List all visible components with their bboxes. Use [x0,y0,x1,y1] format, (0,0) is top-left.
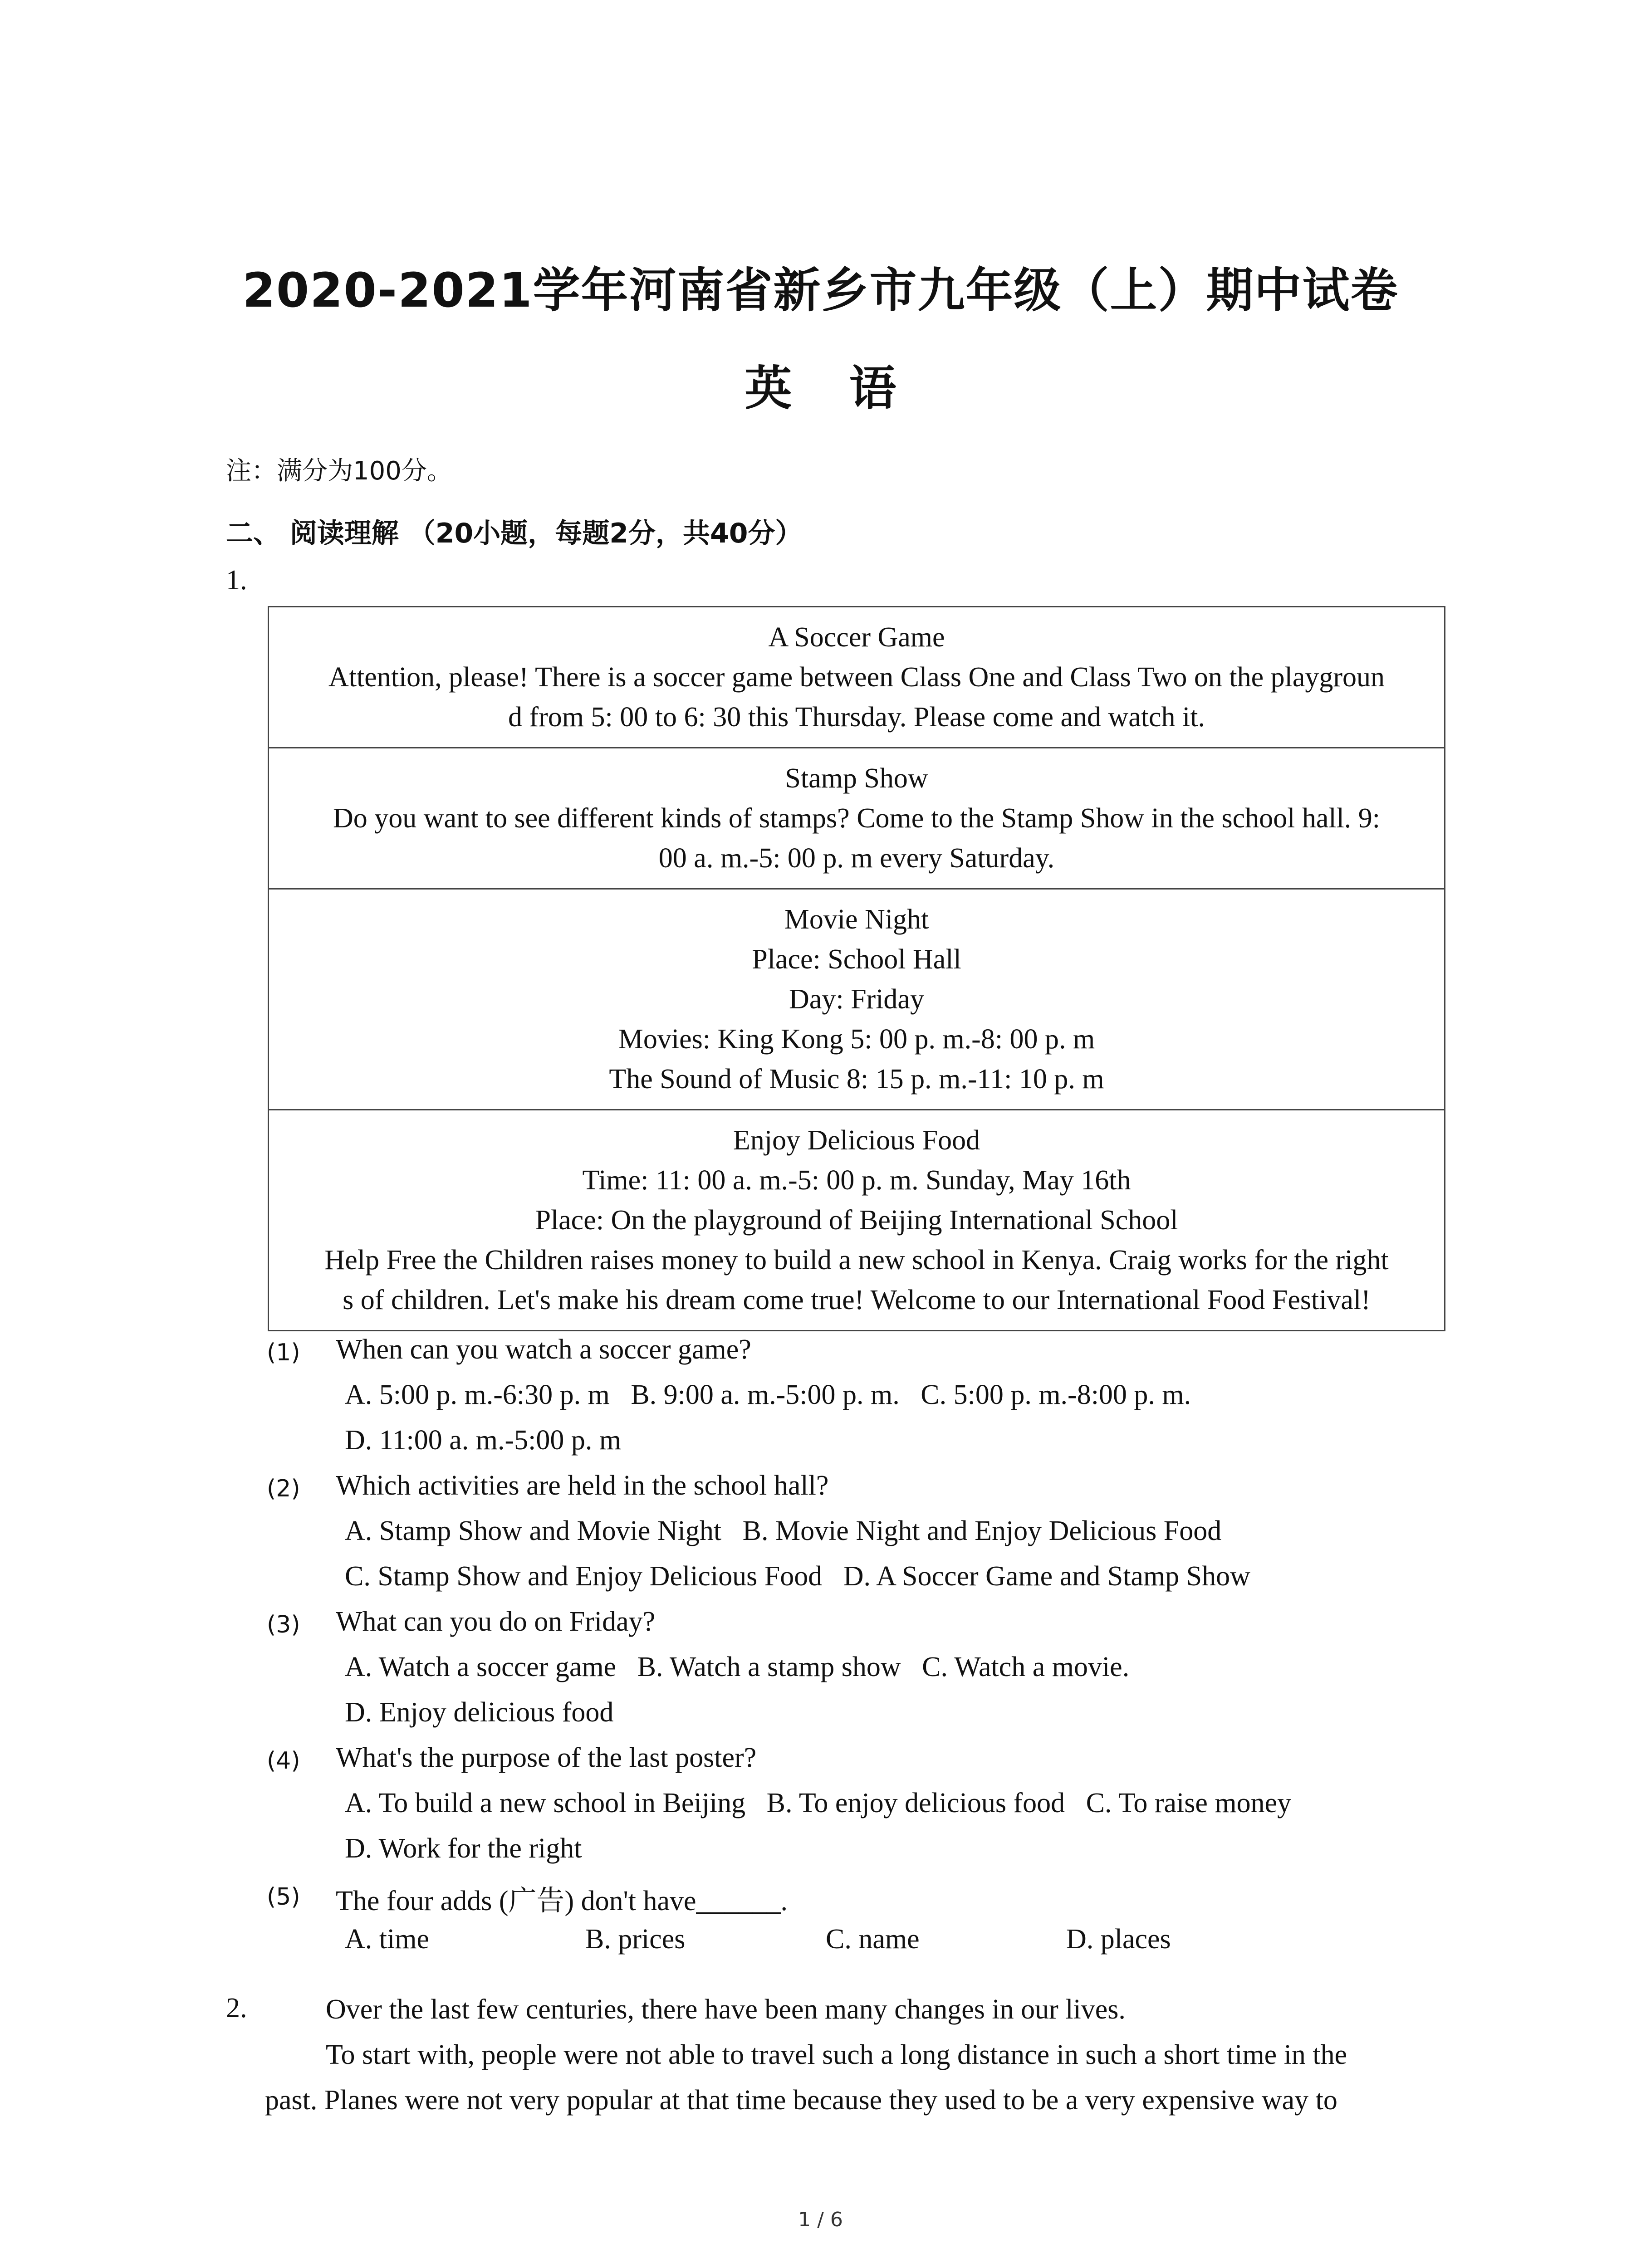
answer-option: D. places [1066,1924,1171,1955]
ad-line: Movies: King Kong 5: 00 p. m.-8: 00 p. m [618,1024,1095,1055]
answer-options: C. Stamp Show and Enjoy Delicious Food D. A Soccer Game and Stamp Show [345,1561,1250,1592]
sub-question-text: The four adds (广告) don't have______. [336,1886,788,1916]
ad-row [269,889,1445,1110]
ad-line: Help Free the Children raises money to build a new school in Kenya. Craig works for the right [324,1245,1389,1276]
sub-question-text: Which activities are held in the school hall? [336,1470,829,1501]
sub-question-label: (3) [267,1611,300,1638]
ad-line: Attention, please! There is a soccer game between Class One and Class Two on the playgroun [328,662,1385,693]
page-title: 2020-2021学年河南省新乡市九年级（上）期中试卷 [242,263,1399,318]
ad-line: A Soccer Game [768,622,945,653]
answer-options: A. Watch a soccer game B. Watch a stamp show C. Watch a movie. [345,1652,1130,1682]
ad-line: The Sound of Music 8: 15 p. m.-11: 10 p. m [609,1064,1104,1095]
score-note: 注：满分为100分。 [226,456,452,486]
answer-options: D. Work for the right [345,1833,582,1864]
ad-line: Stamp Show [785,763,928,794]
ad-line: Do you want to see different kinds of stamps? Come to the Stamp Show in the school hall. 9: [333,803,1381,834]
page-number: 1 / 6 [798,2208,843,2231]
ad-movie-night [269,889,1445,1110]
ad-row [269,1110,1445,1331]
ad-row [269,607,1445,748]
passage-line: Over the last few centuries, there have been many changes in our lives. [326,1994,1126,2025]
ad-delicious-food [269,1110,1445,1331]
ad-soccer-game [269,607,1445,748]
answer-options: D. Enjoy delicious food [345,1697,614,1728]
ad-line: Time: 11: 00 a. m.-5: 00 p. m. Sunday, May 16th [582,1165,1131,1196]
sub-question-label: (2) [267,1475,300,1502]
question-number-2: 2. [226,1993,247,2024]
section-heading: 二、 阅读理解 （20小题，每题2分，共40分） [226,518,803,549]
sub-question-text: When can you watch a soccer game? [336,1334,751,1365]
sub-question-label: (4) [267,1747,300,1774]
sub-question-label: (1) [267,1339,300,1366]
sub-question-text: What can you do on Friday? [336,1606,656,1637]
page-subtitle: 英 语 [745,361,896,416]
sub-question-label: (5) [267,1883,300,1911]
ad-line: s of children. Let's make his dream come true! Welcome to our International Food Festival! [343,1285,1371,1315]
ad-row [269,748,1445,889]
question-number-1: 1. [226,565,247,596]
ad-line: Enjoy Delicious Food [733,1125,980,1156]
answer-option: C. name [826,1924,920,1955]
answer-options: A. Stamp Show and Movie Night B. Movie Night and Enjoy Delicious Food [345,1515,1222,1546]
ad-line: Place: School Hall [752,944,961,975]
ad-stamp-show [269,748,1445,889]
ad-line: d from 5: 00 to 6: 30 this Thursday. Please come and watch it. [508,702,1205,733]
answer-options: A. 5:00 p. m.-6:30 p. m B. 9:00 a. m.-5:00 p. m. C. 5:00 p. m.-8:00 p. m. [345,1379,1191,1410]
answer-option: A. time [345,1924,429,1955]
ad-line: 00 a. m.-5: 00 p. m every Saturday. [658,843,1055,874]
sub-question-text: What's the purpose of the last poster? [336,1742,757,1773]
answer-options: A. To build a new school in Beijing B. To enjoy delicious food C. To raise money [345,1788,1292,1818]
ad-line: Movie Night [784,904,929,935]
passage-line: past. Planes were not very popular at that time because they used to be a very expensive way to [265,2085,1337,2116]
answer-options: D. 11:00 a. m.-5:00 p. m [345,1425,622,1456]
ad-line: Place: On the playground of Beijing International School [535,1205,1178,1236]
ad-line: Day: Friday [789,984,924,1015]
passage-line: To start with, people were not able to travel such a long distance in such a short time in the [326,2039,1347,2070]
ads-table [268,606,1445,1331]
answer-option: B. prices [585,1924,686,1955]
